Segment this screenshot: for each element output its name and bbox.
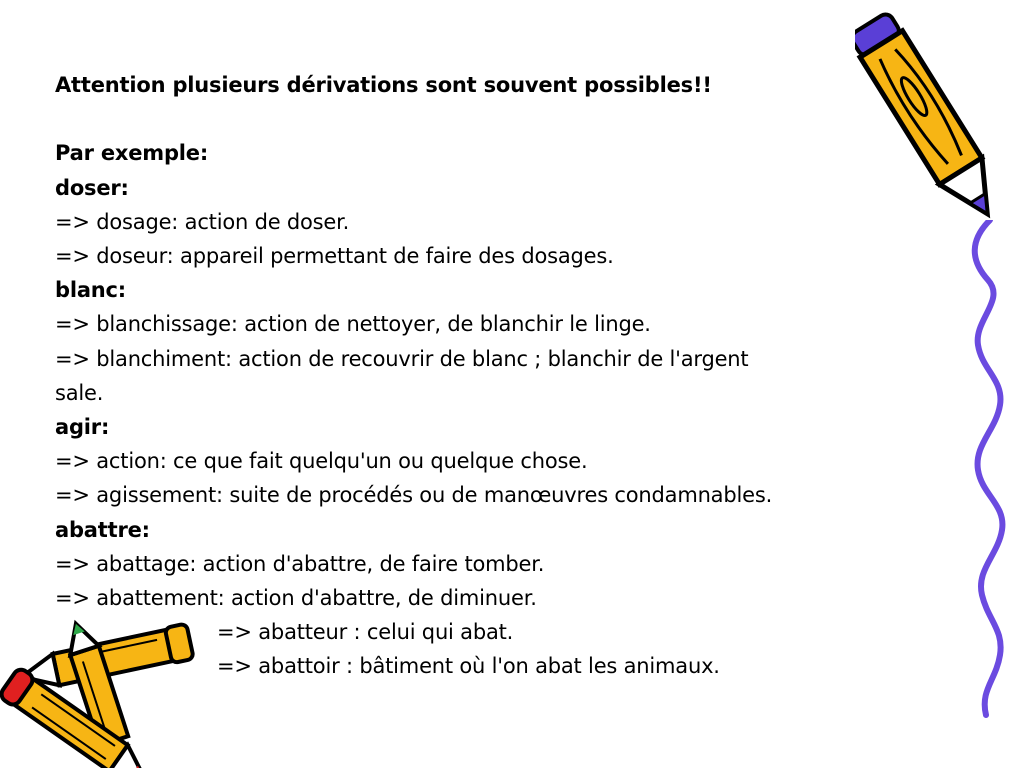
slide-heading: Attention plusieurs dérivations sont souvent possibles!! bbox=[55, 73, 712, 97]
word-agir: agir: bbox=[55, 415, 110, 440]
word-blanc: blanc: bbox=[55, 278, 126, 303]
derivation-agissement: => agissement: suite de procédés ou de manœuvres condamnables. bbox=[55, 483, 773, 508]
slide-text bbox=[55, 68, 955, 684]
derivation-doseur: => doseur: appareil permettant de faire des dosages. bbox=[55, 244, 614, 268]
derivation-blanchiment-cont: sale. bbox=[55, 380, 104, 405]
derivation-blanchissage: => blanchissage: action de nettoyer, de blanchir le linge. bbox=[55, 312, 651, 337]
example-intro: Par exemple: bbox=[55, 141, 209, 166]
blank-line bbox=[55, 102, 955, 136]
derivation-abattoir: => abattoir : bâtiment où l'on abat les animaux. bbox=[217, 654, 720, 679]
word-doser: doser: bbox=[55, 175, 129, 200]
derivation-abattage: => abattage: action d'abattre, de faire tomber. bbox=[55, 551, 545, 576]
word-abattre: abattre: bbox=[55, 517, 150, 542]
derivation-dosage: => dosage: action de doser. bbox=[55, 209, 350, 234]
squiggle-line bbox=[960, 220, 1015, 720]
derivation-abatteur: => abatteur : celui qui abat. bbox=[217, 620, 514, 645]
derivation-blanchiment: => blanchiment: action de recouvrir de blanc ; blanchir de l'argent bbox=[55, 346, 749, 371]
derivation-abattement: => abattement: action d'abattre, de diminuer. bbox=[55, 586, 537, 611]
derivation-action: => action: ce que fait quelqu'un ou quelque chose. bbox=[55, 449, 588, 474]
